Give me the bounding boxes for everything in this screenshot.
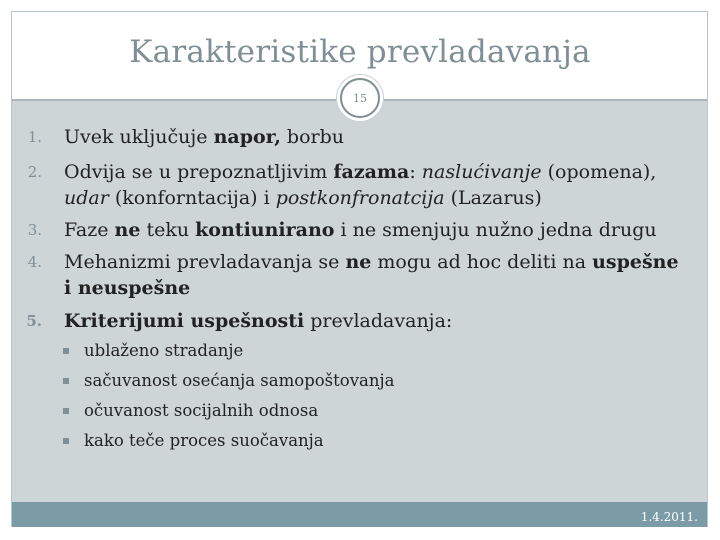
bullet-square-icon <box>63 348 69 354</box>
list-number: 2. <box>27 163 42 181</box>
list-number: 3. <box>27 221 42 239</box>
list-number: 1. <box>27 128 42 146</box>
list-text: udar (konforntacija) i postkonfronatcija (Lazarus) <box>64 187 542 209</box>
slide-number: 15 <box>340 78 380 118</box>
list-text: Faze ne teku kontiunirano i ne smenjuju nužno jedna drugu <box>64 219 657 241</box>
list-number: 5. <box>26 312 42 330</box>
bullet-square-icon <box>63 408 69 414</box>
list-text: Kriterijumi uspešnosti prevladavanja: <box>64 310 453 332</box>
list-text: i neuspešne <box>64 277 191 299</box>
list-text: Mehanizmi prevladavanja se ne mogu ad hoc deliti na uspešne <box>64 251 679 273</box>
bullet-square-icon <box>63 438 69 444</box>
list-text: Uvek uključuje napor, borbu <box>64 126 345 148</box>
footer-date: 1.4.2011. <box>640 510 698 524</box>
slide-title: Karakteristike prevladavanja <box>129 34 591 70</box>
bullet-square-icon <box>63 378 69 384</box>
list-text: Odvija se u prepoznatljivim fazama: naslućivanje (opomena), <box>64 161 657 183</box>
list-number: 4. <box>27 253 42 271</box>
footer-bar <box>12 502 707 527</box>
